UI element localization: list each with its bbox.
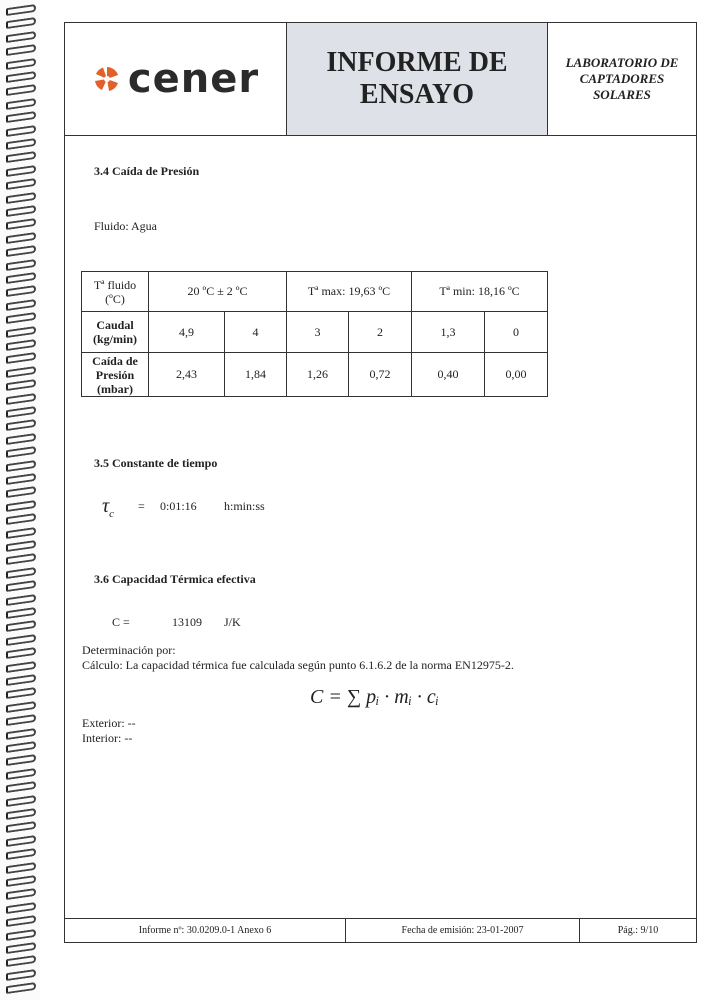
time-constant-unit: h:min:ss [224,499,265,513]
spiral-ring [6,902,36,914]
temp-label-cell: Tª fluido (ºC) [82,272,149,312]
spiral-ring [6,607,36,619]
spiral-ring [6,44,36,56]
spiral-ring [6,433,36,445]
section-3-5-title: 3.5 Constante de tiempo [94,456,218,470]
spiral-ring [6,272,36,284]
spiral-ring [6,392,36,404]
cener-logo-icon [92,64,122,94]
spiral-ring [6,888,36,900]
report-title-cell [287,23,548,135]
report-title: INFORME DE ENSAYO [326,47,508,110]
spiral-ring [6,31,36,43]
flow-value-cell: 1,3 [412,312,485,353]
report-header [64,22,697,136]
spiral-ring [6,312,36,324]
spiral-ring [6,500,36,512]
capacity-label: C = [112,615,130,629]
time-constant-symbol [102,495,114,520]
spiral-ring [6,526,36,538]
spiral-ring [6,232,36,244]
table-row-temperature [82,272,548,312]
spiral-ring [6,674,36,686]
drop-value-cell: 0,72 [349,353,412,397]
drop-label-cell: Caída de Presión (mbar) [82,353,149,397]
time-constant-value: 0:01:16 [160,499,197,513]
tau-symbol: τ [102,495,110,517]
logo-cell [65,23,287,135]
exterior-label: Exterior: -- [82,716,136,730]
drop-value-cell: 0,00 [485,353,548,397]
pressure-drop-table [81,271,548,397]
flow-value-cell: 2 [349,312,412,353]
spiral-ring [6,111,36,123]
temp-nominal-cell: 20 ºC ± 2 ºC [149,272,287,312]
spiral-ring [6,942,36,954]
flow-value-cell: 4 [225,312,287,353]
spiral-ring [6,768,36,780]
spiral-ring [6,634,36,646]
spiral-ring [6,419,36,431]
spiral-ring [6,84,36,96]
section-3-6-title: 3.6 Capacidad Térmica efectiva [94,572,256,586]
temp-max-cell: Tª max: 19,63 ºC [287,272,412,312]
spiral-ring [6,741,36,753]
time-constant-equals: = [138,499,145,513]
spiral-binding [0,0,44,1000]
spiral-ring [6,17,36,29]
spiral-ring [6,982,36,994]
spiral-ring [6,165,36,177]
spiral-ring [6,366,36,378]
temp-min-cell: Tª min: 18,16 ºC [412,272,548,312]
spiral-ring [6,660,36,672]
spiral-ring [6,620,36,632]
spiral-ring [6,553,36,565]
spiral-ring [6,379,36,391]
spiral-ring [6,808,36,820]
spiral-ring [6,567,36,579]
spiral-ring [6,955,36,967]
spiral-ring [6,325,36,337]
report-footer [64,918,697,943]
capacity-unit: J/K [224,615,241,629]
spiral-ring [6,406,36,418]
spiral-ring [6,969,36,981]
capacity-formula: C = ∑ pᵢ · mᵢ · cᵢ [310,686,439,708]
calculation-text: Cálculo: La capacidad térmica fue calculada según punto 6.1.6.2 de la norma EN12975-2. [82,658,514,672]
spiral-ring [6,540,36,552]
table-row-flow [82,312,548,353]
tau-subscript: c [109,508,115,520]
footer-report-number: Informe nº: 30.0209.0-1 Anexo 6 [65,919,346,942]
body-frame [64,136,697,918]
drop-value-cell: 0,40 [412,353,485,397]
spiral-ring [6,861,36,873]
footer-page-number: Pág.: 9/10 [617,925,659,936]
spiral-ring [6,915,36,927]
spiral-ring [6,352,36,364]
flow-value-cell: 4,9 [149,312,225,353]
drop-value-cell: 1,84 [225,353,287,397]
lab-name: LABORATORIO DE CAPTADORES SOLARES [565,55,679,102]
spiral-ring [6,473,36,485]
spiral-ring [6,580,36,592]
spiral-ring [6,71,36,83]
spiral-ring [6,218,36,230]
table-row-pressure-drop [82,353,548,397]
interior-label: Interior: -- [82,731,133,745]
spiral-ring [6,486,36,498]
flow-value-cell: 3 [287,312,349,353]
spiral-ring [6,191,36,203]
spiral-ring [6,647,36,659]
spiral-ring [6,593,36,605]
logo-text: cener [127,56,260,102]
spiral-ring [6,848,36,860]
spiral-ring [6,754,36,766]
spiral-ring [6,446,36,458]
spiral-ring [6,928,36,940]
spiral-ring [6,245,36,257]
spiral-ring [6,138,36,150]
section-3-4-title: 3.4 Caída de Presión [94,164,200,178]
flow-value-cell: 0 [485,312,548,353]
flow-label-cell: Caudal (kg/min) [82,312,149,353]
spiral-ring [6,124,36,136]
spiral-ring [6,98,36,110]
spiral-ring [6,821,36,833]
spiral-ring [6,701,36,713]
spiral-ring [6,794,36,806]
spiral-ring [6,258,36,270]
spiral-ring [6,285,36,297]
spiral-ring [6,835,36,847]
fluid-label: Fluido: Agua [94,219,158,233]
lab-name-cell [548,23,696,135]
capacity-value: 13109 [172,615,202,629]
spiral-ring [6,513,36,525]
spiral-ring [6,727,36,739]
spiral-ring [6,687,36,699]
drop-value-cell: 2,43 [149,353,225,397]
spiral-ring [6,57,36,69]
spiral-ring [6,151,36,163]
spiral-ring [6,781,36,793]
determination-label: Determinación por: [82,643,176,657]
drop-value-cell: 1,26 [287,353,349,397]
spiral-ring [6,714,36,726]
spiral-ring [6,459,36,471]
spiral-ring [6,339,36,351]
spiral-ring [6,205,36,217]
spiral-ring [6,178,36,190]
footer-issue-date: Fecha de emisión: 23-01-2007 [346,919,580,942]
spiral-ring [6,4,36,16]
spiral-ring [6,875,36,887]
spiral-ring [6,299,36,311]
